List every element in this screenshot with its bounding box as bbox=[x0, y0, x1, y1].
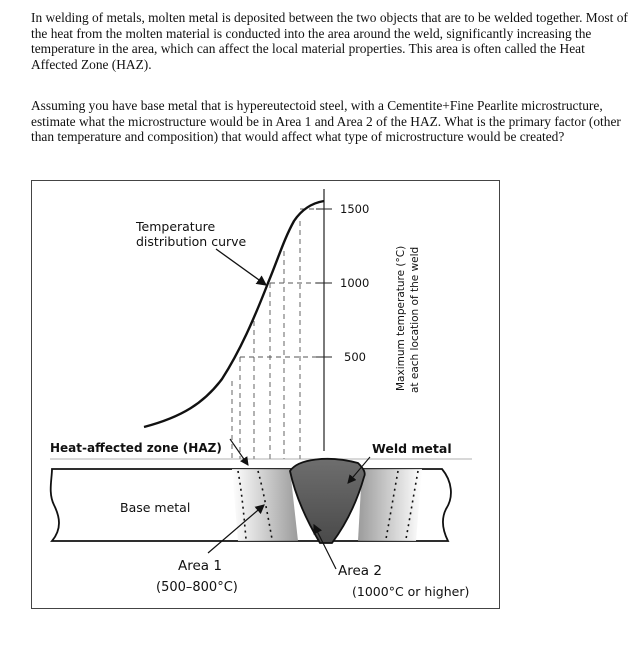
haz-diagram-svg bbox=[32, 181, 501, 610]
haz-left bbox=[232, 469, 298, 541]
haz-label-arrow bbox=[230, 439, 248, 465]
question-paragraph-2: Assuming you have base metal that is hypereutectoid steel, with a Cementite+Fine Pearlite microstructure, estimate what the microstructure would be in Area 1 and Area 2 of the HAZ. What is the primary factor (other than temperature and composition) that would affect what type of microstructure would be created? bbox=[31, 98, 621, 145]
axis-title-line2: at each location of the weld bbox=[409, 246, 421, 393]
haz-diagram bbox=[31, 180, 500, 609]
area1-range: (500–800°C) bbox=[156, 580, 238, 595]
tick-label-1500: 1500 bbox=[340, 202, 370, 216]
question-paragraph-1: In welding of metals, molten metal is deposited between the two objects that are to be welded together. Most of the heat from the molten material is conducted into the area around the weld, significantly increasing the temperature in the area, which can affect the local material properties. This area is often called the Heat Affected Zone (HAZ). bbox=[31, 10, 628, 72]
haz-right bbox=[358, 469, 422, 541]
curve-label-line1: Temperature bbox=[136, 219, 216, 234]
area2-range: (1000°C or higher) bbox=[352, 584, 470, 599]
tick-label-500: 500 bbox=[344, 350, 366, 364]
weld-metal-label: Weld metal bbox=[372, 441, 452, 456]
base-metal-label: Base metal bbox=[120, 500, 191, 515]
axis-title-line1: Maximum temperature (°C) bbox=[395, 245, 407, 391]
curve-label-line2: distribution curve bbox=[136, 234, 247, 249]
area1-label: Area 1 bbox=[178, 558, 222, 574]
area2-label: Area 2 bbox=[338, 563, 382, 579]
tick-label-1000: 1000 bbox=[340, 276, 370, 290]
haz-label: Heat-affected zone (HAZ) bbox=[50, 441, 222, 455]
curve-label-arrow bbox=[216, 249, 266, 285]
